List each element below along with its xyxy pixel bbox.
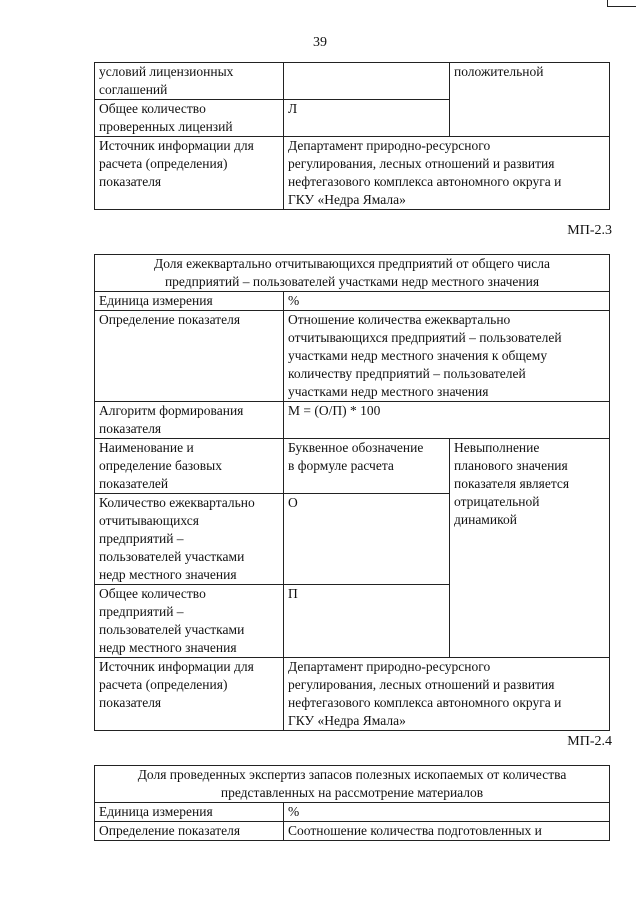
table-row xyxy=(95,822,610,841)
row-value xyxy=(284,63,450,100)
row-label: Наименование и определение базовых показателей xyxy=(95,439,284,494)
row-value: Соотношение количества подготовленных и xyxy=(284,822,610,841)
row-value: Департамент природно-ресурсного регулирования, лесных отношений и развития нефтегазового комплекса автономного округа и ГКУ «Недра Ямала» xyxy=(284,137,610,210)
row-value: Отношение количества ежеквартально отчитывающихся предприятий – пользователей участками недр местного значения к общему количеству предприятий – пользователей участками недр местного значения xyxy=(284,311,610,402)
table-row xyxy=(95,292,610,311)
row-value: % xyxy=(284,803,610,822)
indicator-title: Доля проведенных экспертиз запасов полезных ископаемых от количества представленных на рассмотрение материалов xyxy=(95,766,610,803)
row-label: условий лицензионных соглашений xyxy=(95,63,284,100)
row-note: положительной xyxy=(450,63,610,137)
table-row xyxy=(95,439,610,494)
table-row xyxy=(95,63,610,100)
row-label: Единица измерения xyxy=(95,292,284,311)
indicator-code: МП-2.4 xyxy=(567,734,612,749)
indicator-table-mp-2-4 xyxy=(94,765,610,841)
indicator-table-mp-2-3 xyxy=(94,254,610,731)
corner-mark xyxy=(607,0,636,7)
row-label: Определение показателя xyxy=(95,311,284,402)
row-label: Источник информации для расчета (определения) показателя xyxy=(95,658,284,731)
indicator-title: Доля ежеквартально отчитывающихся предприятий от общего числа предприятий – пользователей участками недр местного значения xyxy=(95,255,610,292)
row-label: Общее количество предприятий – пользователей участками недр местного значения xyxy=(95,585,284,658)
row-label: Общее количество проверенных лицензий xyxy=(95,100,284,137)
table-row xyxy=(95,402,610,439)
row-value: П xyxy=(284,585,450,658)
row-value: Департамент природно-ресурсного регулирования, лесных отношений и развития нефтегазового комплекса автономного округа и ГКУ «Недра Ямала» xyxy=(284,658,610,731)
indicator-code: МП-2.3 xyxy=(567,223,612,238)
page-number: 39 xyxy=(313,35,327,50)
table-continuation xyxy=(94,62,610,210)
table-title-row xyxy=(95,255,610,292)
row-label: Источник информации для расчета (определения) показателя xyxy=(95,137,284,210)
row-value: % xyxy=(284,292,610,311)
row-value: М = (О/П) * 100 xyxy=(284,402,610,439)
table-row xyxy=(95,803,610,822)
row-label: Алгоритм формирования показателя xyxy=(95,402,284,439)
row-label: Единица измерения xyxy=(95,803,284,822)
row-value: Буквенное обозначение в формуле расчета xyxy=(284,439,450,494)
table-row xyxy=(95,658,610,731)
table-row xyxy=(95,137,610,210)
row-label: Количество ежеквартально отчитывающихся предприятий – пользователей участками недр местного значения xyxy=(95,494,284,585)
table-row xyxy=(95,311,610,402)
row-label: Определение показателя xyxy=(95,822,284,841)
row-note: Невыполнение планового значения показателя является отрицательной динамикой xyxy=(450,439,610,658)
row-value: Л xyxy=(284,100,450,137)
row-value: О xyxy=(284,494,450,585)
table-title-row xyxy=(95,766,610,803)
